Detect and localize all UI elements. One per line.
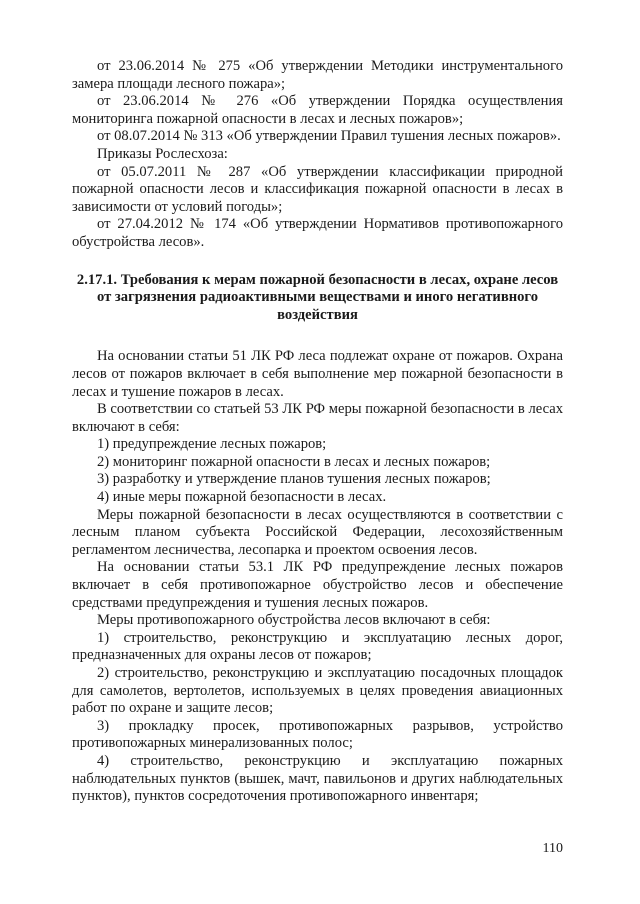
paragraph-fire-safety-measures: Меры пожарной безопасности в лесах осуществляются в соответствии с лесным планом субъекта Российской Федерации, лесохозяйственным регламентом лесничества, лесопарка и проектом освоения лесов. xyxy=(72,506,563,558)
list-item: 3) прокладку просек, противопожарных разрывов, устройство противопожарных минерализованных полос; xyxy=(72,717,563,752)
document-page xyxy=(72,58,563,806)
order-item-287: от 05.07.2011 № 287 «Об утверждении классификации природной пожарной опасности лесов и классификация пожарной опасности в лесах в зависимости от условий погоды»; xyxy=(72,163,563,215)
section-heading: 2.17.1. Требования к мерам пожарной безопасности в лесах, охране лесов от загрязнения радиоактивными веществами и иного негативного воздействия xyxy=(76,271,559,323)
paragraph-article-53-1: На основании статьи 53.1 ЛК РФ предупреждение лесных пожаров включает в себя противопожарное обустройство лесов и обеспечение средствами предупреждения и тушения лесных пожаров. xyxy=(72,559,563,611)
paragraph-article-53: В соответствии со статьей 53 ЛК РФ меры пожарной безопасности в лесах включают в себя: xyxy=(72,401,563,435)
paragraph-fire-prevention-measures: Меры противопожарного обустройства лесов включают в себя: xyxy=(97,612,491,629)
order-item-275: от 23.06.2014 № 275 «Об утверждении Методики инструментального замера площади лесного пожара»; xyxy=(72,58,563,92)
list-item: 1) предупреждение лесных пожаров; xyxy=(97,436,327,453)
list-item: 1) строительство, реконструкцию и эксплуатацию лесных дорог, предназначенных для охраны лесов от пожаров; xyxy=(72,629,563,664)
page-number: 110 xyxy=(542,841,563,856)
list-item: 2) мониторинг пожарной опасности в лесах и лесных пожаров; xyxy=(97,453,491,470)
rosleskhoz-orders-heading: Приказы Рослесхоза: xyxy=(97,145,228,162)
list-item: 4) иные меры пожарной безопасности в лесах. xyxy=(97,489,387,506)
list-item: 2) строительство, реконструкцию и эксплуатацию посадочных площадок для самолетов, вертолетов, используемых в целях проведения авиационных работ по охране и защите лесов; xyxy=(72,665,563,717)
order-item-174: от 27.04.2012 № 174 «Об утверждении Нормативов противопожарного обустройства лесов». xyxy=(72,216,563,250)
order-item-276: от 23.06.2014 № 276 «Об утверждении Порядка осуществления мониторинга пожарной опасности в лесах и лесных пожаров»; xyxy=(72,93,563,127)
list-item: 3) разработку и утверждение планов тушения лесных пожаров; xyxy=(97,471,491,488)
paragraph-article-51: На основании статьи 51 ЛК РФ леса подлежат охране от пожаров. Охрана лесов от пожаров включает в себя выполнение мер пожарной безопасности в лесах и тушение пожаров в лесах. xyxy=(72,348,563,400)
order-item-313: от 08.07.2014 № 313 «Об утверждении Правил тушения лесных пожаров». xyxy=(97,128,561,145)
list-item: 4) строительство, реконструкцию и эксплуатацию пожарных наблюдательных пунктов (вышек, мачт, павильонов и других наблюдательных пунктов), пунктов сосредоточения противопожарного инвентаря; xyxy=(72,752,563,805)
